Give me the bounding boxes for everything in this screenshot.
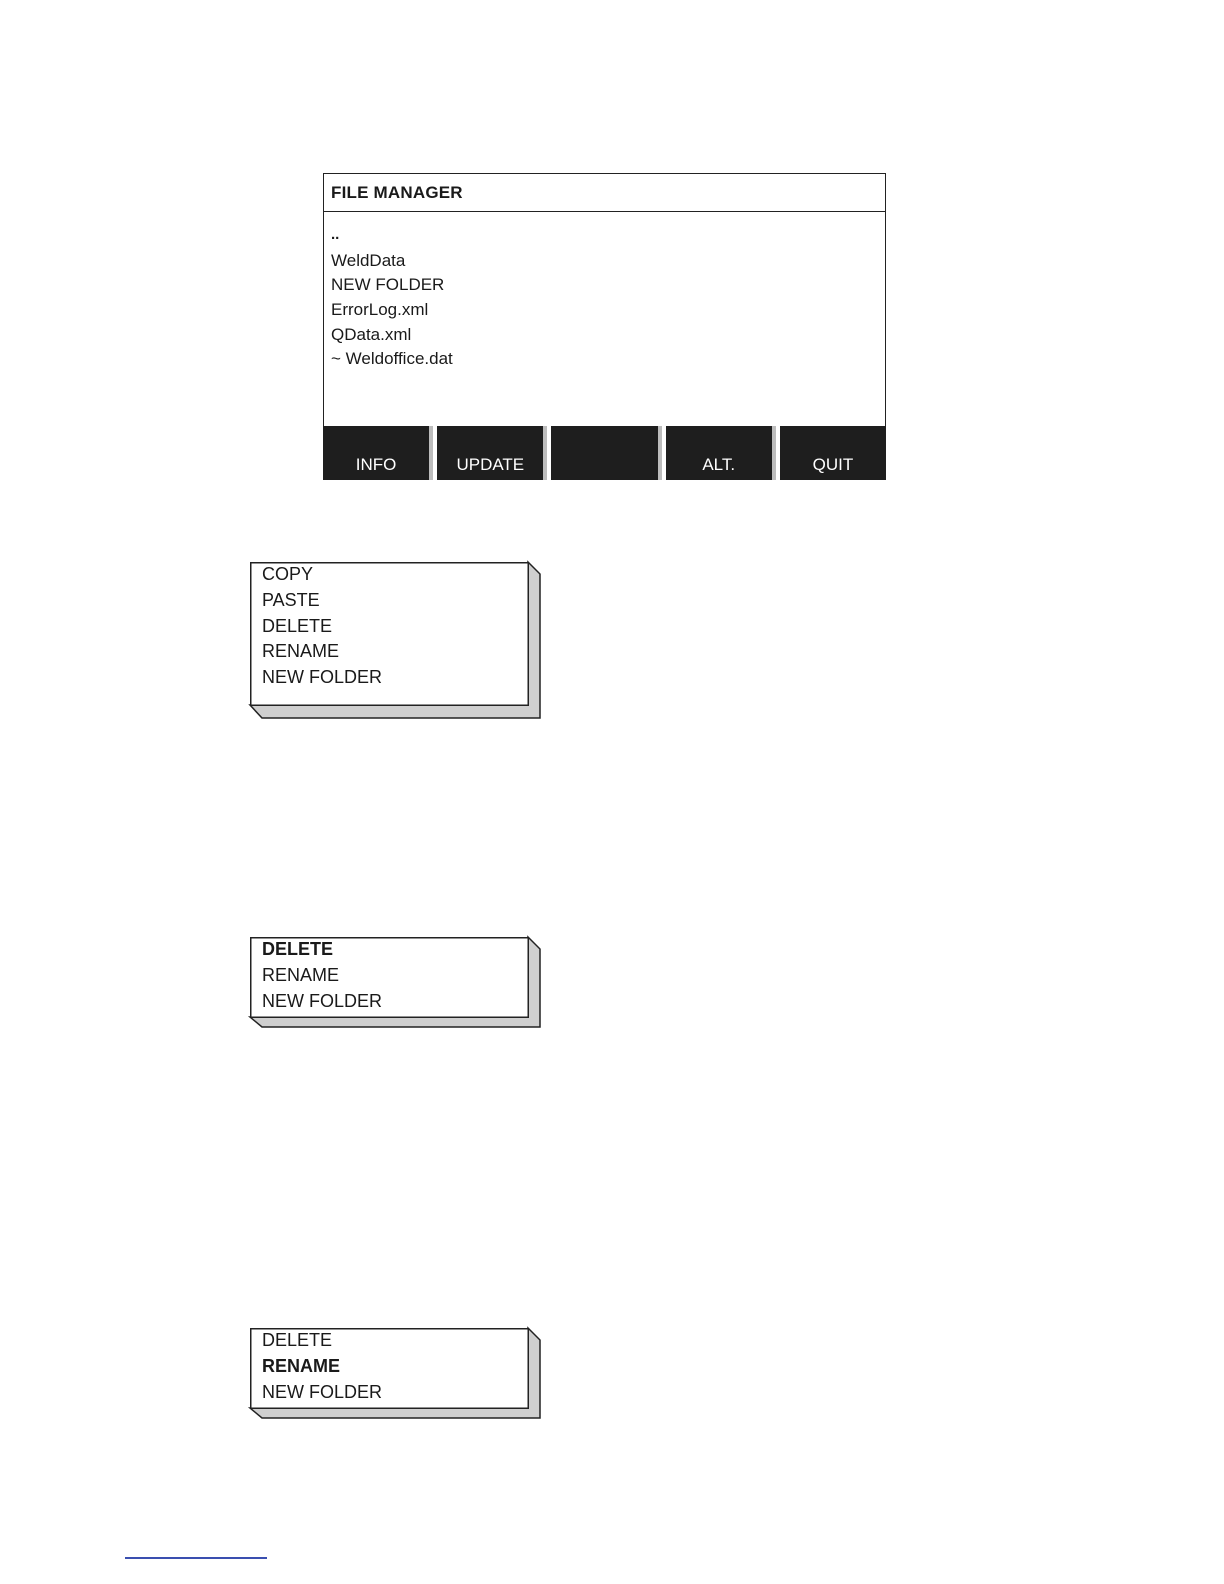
softkey-update[interactable]: [437, 426, 547, 480]
softkey-info[interactable]: [323, 426, 433, 480]
menu-item-paste[interactable]: PASTE: [262, 589, 320, 610]
softkey-label: UPDATE: [456, 455, 525, 474]
menu-item-new-folder[interactable]: NEW FOLDER: [262, 990, 383, 1011]
popup-menu-delete-selected: [250, 937, 541, 1028]
popup-menu-items: [262, 1328, 382, 1405]
softkey-quit[interactable]: [780, 426, 886, 480]
menu-item-new-folder[interactable]: NEW FOLDER: [262, 667, 383, 688]
file-entry-parent-dir[interactable]: ..: [331, 226, 340, 243]
popup-menu-full: [250, 562, 541, 719]
popup-menu-rename-selected: [250, 1328, 541, 1419]
footer-rule: [125, 1557, 267, 1559]
file-list: [324, 212, 885, 372]
menu-item-delete[interactable]: DELETE: [262, 615, 333, 636]
menu-item-copy[interactable]: COPY: [262, 564, 314, 584]
softkey-label: ALT.: [702, 455, 736, 474]
softkey-bar: [323, 426, 886, 480]
popup-menu-items: [262, 562, 382, 691]
file-manager-title: FILE MANAGER: [324, 174, 885, 212]
menu-item-rename[interactable]: RENAME: [262, 641, 340, 662]
file-entry[interactable]: QData.xml: [331, 324, 412, 344]
popup-menu-items: [262, 937, 382, 1014]
file-entry[interactable]: ErrorLog.xml: [331, 300, 429, 320]
file-entry[interactable]: NEW FOLDER: [331, 275, 445, 295]
file-manager-window: [323, 173, 886, 480]
softkey-alt[interactable]: [666, 426, 776, 480]
file-entry[interactable]: ~ Weldoffice.dat: [331, 349, 453, 369]
file-entry[interactable]: WeldData: [331, 250, 406, 270]
softkey-label: QUIT: [812, 455, 854, 474]
menu-item-delete[interactable]: DELETE: [262, 939, 334, 959]
menu-item-new-folder[interactable]: NEW FOLDER: [262, 1381, 383, 1402]
menu-item-delete[interactable]: DELETE: [262, 1330, 333, 1350]
menu-item-rename[interactable]: RENAME: [262, 964, 340, 985]
softkey-blank[interactable]: [551, 426, 661, 480]
softkey-label: INFO: [355, 455, 397, 474]
menu-item-rename[interactable]: RENAME: [262, 1355, 341, 1376]
